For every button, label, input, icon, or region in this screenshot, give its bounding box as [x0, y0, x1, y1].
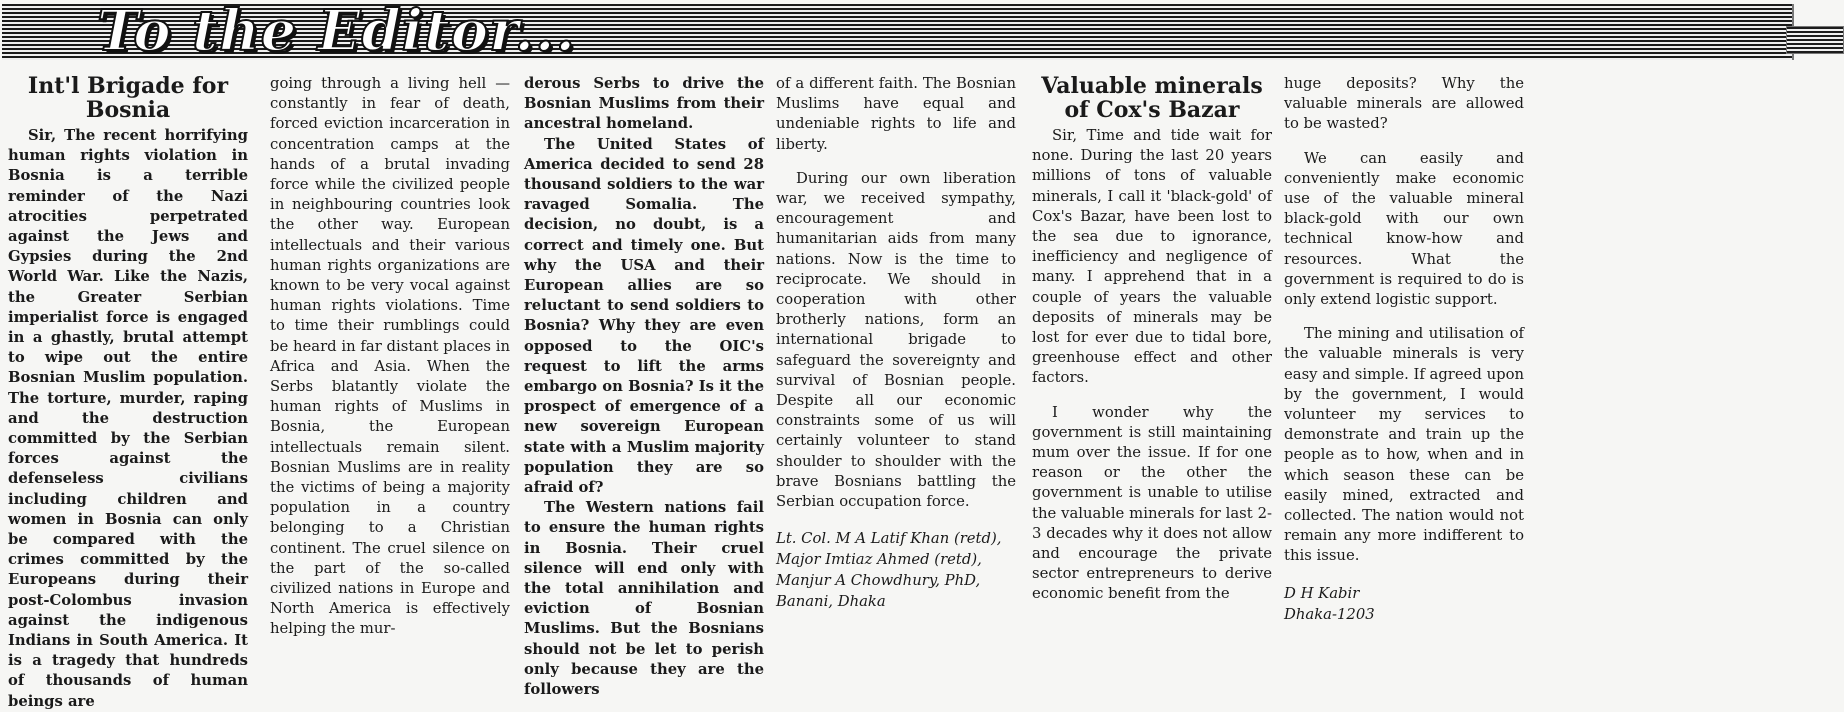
letter1-column-4: [776, 74, 1016, 612]
letter1-col4-p1: of a different faith. The Bosnian Muslims have equal and undeniable rights to life and liberty.: [776, 75, 1016, 153]
letter1-column-1: [8, 74, 248, 712]
letter1-col3-p3: The Western nations fail to ensure the human rights in Bosnia. Their cruel silence will end only with the total annihilation and eviction of Bosnian Muslims. But the Bosnians should not be let to perish only because they are the followers: [524, 499, 764, 699]
letter1-column-2: [270, 74, 510, 640]
banner-title: To the Editor...: [97, 0, 576, 64]
letter2-column-2: [1284, 74, 1524, 625]
letter1-col3-p1: derous Serbs to drive the Bosnian Muslims from their ancestral homeland.: [524, 75, 764, 133]
signature-line: Dhaka-1203: [1284, 605, 1375, 623]
banner-tail-decoration: [1786, 26, 1844, 54]
letter2-col6-p3: The mining and utilisation of the valuable minerals is very easy and simple. If agreed upon by the government, I would volunteer my services to demonstrate and train up the people as to how, when and in which season these can be easily mined, extracted and collected. The nation would not remain any more indifferent to this issue.: [1284, 325, 1525, 565]
letter1-column-3: [524, 74, 764, 700]
signature-line: Banani, Dhaka: [776, 593, 886, 611]
editorial-banner: [2, 0, 1794, 64]
letter2-column-1: [1032, 74, 1272, 605]
signature-line: Lt. Col. M A Latif Khan (retd),: [776, 530, 1002, 548]
signature-line: Manjur A Chowdhury, PhD,: [776, 572, 981, 590]
letter2-col6-p1: huge deposits? Why the valuable minerals are allowed to be wasted?: [1284, 75, 1524, 133]
letter1-col1-text: Sir, The recent horrifying human rights violation in Bosnia is a terrible reminder of the Nazi atrocities perpetrated against the Jews and Gypsies during the 2nd World War. Like the Nazis, the Greater Serbian imperialist force is engaged in a ghastly, brutal attempt to wipe out the entire Bosnian Muslim population. The torture, murder, raping and the destruction committed by the Serbian forces against the defenseless civilians including children and women in Bosnia can only be compared with the crimes committed by the Europeans during their post-Colombus invasion against the indigenous Indians in South America. It is a tragedy that hundreds of thousands of human beings are: [8, 127, 248, 710]
signature-line: D H Kabir: [1284, 584, 1360, 602]
letter2-col5-p2: I wonder why the government is still maintaining mum over the issue. If for one reason or the other the government is unable to utilise the valuable minerals for last 2-3 decades why it does not allow and encourage the private sector entrepreneurs to derive economic benefit from the: [1032, 403, 1272, 603]
letter1-signature: [776, 528, 1016, 612]
letter1-col4-p2: During our own liberation war, we received sympathy, encouragement and humanitarian aids from many nations. Now is the time to reciprocate. We should in cooperation with other brotherly nations, form an international brigade to safeguard the sovereignty and survival of Bosnian people. Despite all our economic constraints some of us will certainly volunteer to stand shoulder to shoulder with the brave Bosnians battling the Serbian occupation force.: [776, 169, 1016, 511]
letter2-signature: [1284, 583, 1524, 625]
signature-line: Major Imtiaz Ahmed (retd),: [776, 551, 982, 569]
letter1-col3-p2: The United States of America decided to send 28 thousand soldiers to the war ravaged Somalia. The decision, no doubt, is a correct and timely one. But why the USA and their European allies are so reluctant to send soldiers to Bosnia? Why they are even opposed to the OIC's request to lift the arms embargo on Bosnia? Is it the prospect of emergence of a new sovereign European state with a Muslim majority population they are so afraid of?: [524, 135, 764, 497]
letter1-headline: Int'l Brigade for Bosnia: [27, 73, 229, 123]
letter2-col5-p1: Sir, Time and tide wait for none. During the last 20 years millions of tons of valuable minerals, I call it 'black-gold' of Cox's Bazar, have been lost to the sea due to ignorance, inefficiency and negligence of many. I apprehend that in a couple of years the valuable deposits of minerals may be lost for ever due to tidal bore, greenhouse effect and other factors.: [1032, 127, 1272, 387]
letter1-col2-text: going through a living hell — constantly in fear of death, forced eviction incarceration in concentration camps at the hands of a brutal invading force while the civilized people in neighbouring countries look the other way. European intellectuals and their various human rights organizations are known to be very vocal against human rights violations. Time to time their rumblings could be heard in far distant places in Africa and Asia. When the Serbs blatantly violate the human rights of Muslims in Bosnia, the European intellectuals remain silent. Bosnian Muslims are in reality the victims of being a majority population in a country belonging to a Christian continent. The cruel silence on the part of the so-called civilized nations in Europe and North America is effectively helping the mur-: [270, 75, 510, 638]
letter2-headline: Valuable minerals of Cox's Bazar: [1041, 73, 1263, 123]
letter2-col6-p2: We can easily and conveniently make economic use of the valuable mineral black-gold with our own technical know-how and resources. What the government is required to do is only extend logistic support.: [1284, 149, 1524, 309]
